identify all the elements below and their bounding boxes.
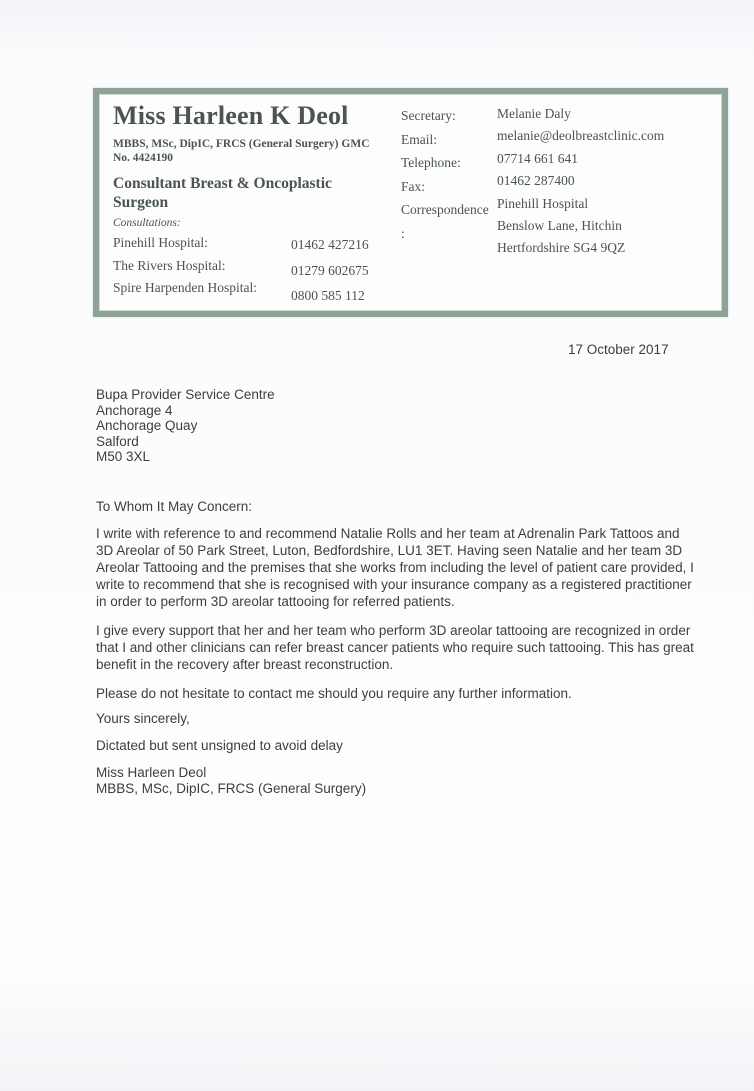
recipient-line: Anchorage Quay (96, 418, 198, 433)
contact-label-telephone: Telephone: (401, 155, 461, 170)
secretary-email: melanie@deolbreastclinic.com (497, 128, 665, 144)
contact-label-secretary: Secretary: (401, 108, 456, 123)
contact-label-fax: Fax: (401, 178, 426, 194)
letter-date: 17 October 2017 (568, 342, 669, 357)
recipient-line: M50 3XL (96, 449, 151, 464)
hospital-name: The Rivers Hospital: (113, 257, 226, 273)
contact-labels-column (401, 100, 497, 305)
hospital-phone: 01279 602675 (291, 262, 369, 278)
correspondence-address-line: Pinehill Hospital (497, 195, 589, 211)
consultation-row (113, 255, 401, 278)
letter-body (96, 317, 696, 797)
signature-credentials: MBBS, MSc, DipIC, FRCS (General Surgery) (96, 780, 367, 796)
salutation: To Whom It May Concern: (96, 498, 253, 514)
letterhead-left-column (113, 100, 401, 305)
hospital-name: Pinehill Hospital: (113, 235, 208, 250)
recipient-line: Anchorage 4 (96, 402, 173, 418)
dictation-note: Dictated but sent unsigned to avoid delay (96, 737, 343, 753)
hospital-phone: 01462 427216 (291, 237, 369, 252)
paragraph-3: Please do not hesitate to contact me should you require any further information. (96, 685, 572, 701)
paragraph-1: I write with reference to and recommend Natalie Rolls and her team at Adrenalin Park Tattoos and 3D Areolar of 50 Park Street, Luton, Bedfordshire, LU1 3ET. Having seen Natalie and her team 3D Areolar Tattooing and the premises that she works from including the level of patient care provided, I write to recommend that she is recognised with your insurance company as a registered practitioner in order to perform 3D areolar tattooing for referred patients. (96, 525, 694, 609)
consultation-row (113, 232, 401, 255)
contact-label-email: Email: (401, 131, 437, 147)
recipient-address (96, 387, 696, 465)
doctor-name: Miss Harleen K Deol (113, 101, 349, 130)
signature-block (96, 765, 696, 797)
doctor-credentials: MBBS, MSc, DipIC, FRCS (General Surgery) GMC No. 4424190 (113, 138, 370, 164)
telephone-number: 07714 661 641 (497, 150, 578, 166)
consultations-table (113, 232, 401, 303)
consultations-label: Consultations: (113, 217, 181, 229)
fax-number: 01462 287400 (497, 173, 575, 189)
contact-values-column (497, 100, 712, 305)
secretary-name: Melanie Daly (497, 106, 571, 121)
paragraph-2: I give every support that her and her team who perform 3D areolar tattooing are recognized in order that I and other clinicians can refer breast cancer patients who require such tattooing. This has great benefit in the recovery after breast reconstruction. (96, 622, 694, 672)
recipient-line: Bupa Provider Service Centre (96, 387, 275, 402)
signature-name: Miss Harleen Deol (96, 764, 207, 780)
hospital-name: Spire Harpenden Hospital: (113, 280, 257, 295)
doctor-role: Consultant Breast & Oncoplastic Surgeon (113, 175, 332, 211)
letterhead (93, 88, 728, 317)
recipient-line: Salford (96, 433, 139, 449)
closing: Yours sincerely, (96, 710, 190, 726)
correspondence-address-line: Hertfordshire SG4 9QZ (497, 240, 626, 256)
correspondence-address-line: Benslow Lane, Hitchin (497, 218, 622, 234)
contact-label-correspondence: Correspondence: (401, 202, 489, 241)
hospital-phone: 0800 585 112 (291, 288, 365, 303)
